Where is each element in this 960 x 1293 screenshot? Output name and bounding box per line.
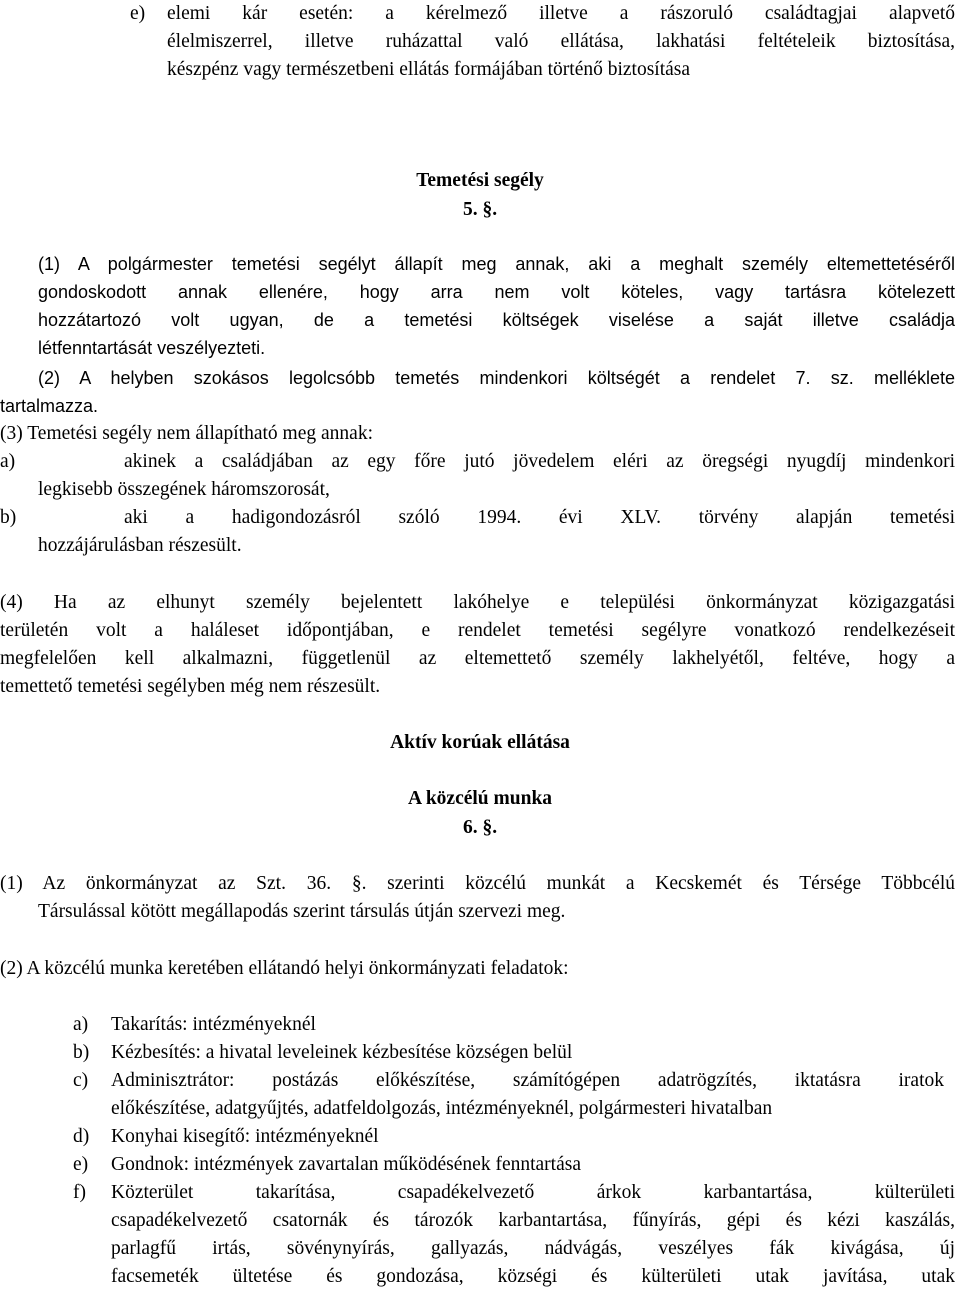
section-number: 6. §.	[462, 817, 498, 838]
paragraph-k2	[0, 955, 960, 1293]
item-label: e)	[73, 1154, 89, 1175]
text-line: megfelelően kell alkalmazni, függetlenül az eltemettető személy lakhelyétől, feltéve, hogy a	[0, 648, 955, 669]
item-label: f)	[73, 1182, 86, 1203]
text-line: élelmiszerrel, illetve ruházattal való ellátása, lakhatási feltételeik biztosítása,	[167, 31, 955, 52]
text-line: (1) Az önkormányzat az Szt. 36. §. szerinti közcélú munkát a Kecskemét és Térsége Többcélú	[0, 873, 955, 894]
text-line: (1) A polgármester temetési segélyt állapít meg annak, aki a meghalt személy eltemettetéséről	[38, 254, 955, 274]
text-line: temettető temetési segélyben még nem részesült.	[0, 676, 381, 697]
text-line: területén volt a haláleset időpontjában, e rendelet temetési segélyre vonatkozó rendelkezéseit	[0, 620, 955, 641]
text-line: parlagfű irtás, sövénynyírás, gallyazás, nádvágás, veszélyes fák kivágása, új	[111, 1238, 955, 1259]
text-line: hozzájárulásban részesült.	[38, 535, 242, 556]
list-item	[111, 1179, 955, 1291]
text-line: legkisebb összegének háromszorosát,	[38, 479, 330, 500]
section-heading: Temetési segély	[416, 170, 544, 191]
text-line: (4) Ha az elhunyt személy bejelentett lakóhelye e települési önkormányzat közigazgatási	[0, 592, 955, 613]
list-item: Kézbesítés: a hivatal leveleinek kézbesítése községen belül	[111, 1042, 573, 1063]
text-line: előkészítése, adatgyűjtés, adatfeldolgozás, intézményeknél, polgármesteri hivatalban	[111, 1098, 773, 1119]
text-line: készpénz vagy természetbeni ellátás formájában történő biztosítása	[167, 59, 691, 80]
section-heading: Aktív korúak ellátása	[390, 732, 570, 753]
item-label: e)	[130, 3, 146, 24]
text-line: csapadékelvezető csatornák és tározók karbantartása, fűnyírás, gépi és kézi kaszálás,	[111, 1210, 955, 1231]
paragraph-k1	[0, 870, 955, 926]
paragraph-4	[0, 589, 955, 701]
list-item: Konyhai kisegítő: intézményeknél	[111, 1126, 379, 1147]
text-line: facsemeték ültetése és gondozása, községi és külterületi utak javítása, utak	[111, 1266, 955, 1287]
text-line: elemi kár esetén: a kérelmező illetve a rászoruló családtagjai alapvető	[167, 3, 955, 24]
item-label: b)	[73, 1042, 90, 1063]
paragraph-intro: (3) Temetési segély nem állapítható meg annak:	[0, 423, 373, 444]
list-item	[111, 1067, 944, 1123]
item-e-top	[0, 0, 960, 90]
item-label: a)	[0, 451, 16, 472]
text-line: Társulással kötött megállapodás szerint társulás útján szervezi meg.	[38, 901, 566, 922]
list-item: Takarítás: intézményeknél	[111, 1014, 316, 1035]
paragraph-1	[38, 250, 955, 362]
item-label: c)	[73, 1070, 89, 1091]
paragraph-intro: (2) A közcélú munka keretében ellátandó helyi önkormányzati feladatok:	[0, 958, 569, 979]
text-line: Közterület takarítása, csapadékelvezető árkok karbantartása, külterületi	[111, 1182, 955, 1203]
list-item	[38, 448, 955, 504]
paragraph-2	[0, 364, 955, 420]
text-line: akinek a családjában az egy főre jutó jövedelem eléri az öregségi nyugdíj mindenkori	[124, 451, 955, 472]
paragraph-3	[0, 420, 960, 560]
section-heading: A közcélú munka	[407, 788, 553, 809]
text-line: hozzátartozó volt ugyan, de a temetési költségek viselése a saját illetve családja	[38, 310, 955, 330]
text-line: tartalmazza.	[0, 396, 99, 416]
text-line: Adminisztrátor: postázás előkészítése, számítógépen adatrögzítés, iktatásra iratok	[111, 1070, 944, 1091]
text-line: létfenntartását veszélyezteti.	[38, 338, 266, 358]
section-number: 5. §.	[462, 199, 498, 220]
item-label: a)	[73, 1014, 89, 1035]
item-label: d)	[73, 1126, 90, 1147]
list-item: Gondnok: intézmények zavartalan működésének fenntartása	[111, 1154, 581, 1175]
text-line: (2) A helyben szokásos legolcsóbb temetés mindenkori költségét a rendelet 7. sz. melléklete	[38, 368, 955, 388]
item-label: b)	[0, 507, 17, 528]
list-item	[38, 504, 955, 560]
item-text	[167, 0, 955, 84]
text-line: gondoskodott annak ellenére, hogy arra nem volt köteles, vagy tartásra kötelezett	[38, 282, 955, 302]
text-line: aki a hadigondozásról szóló 1994. évi XLV. törvény alapján temetési	[124, 507, 955, 528]
